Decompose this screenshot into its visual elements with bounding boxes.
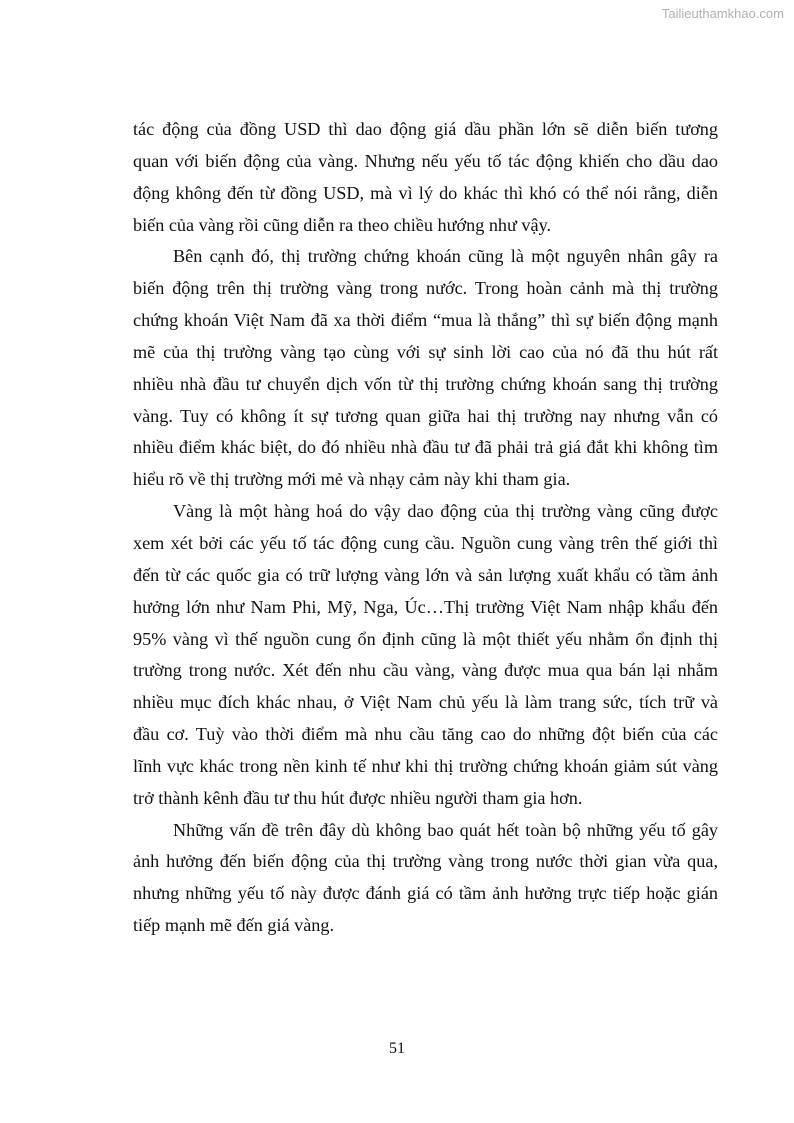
page-number: 51 xyxy=(389,1040,405,1057)
text-line: mẽ của thị trường vàng tạo cùng với sự sinh lời cao của nó đã thu hút rất xyxy=(133,341,718,362)
text-line: biến của vàng rồi cũng diễn ra theo chiều hướng như vậy. xyxy=(133,214,552,235)
text-line: lĩnh vực khác trong nền kinh tế như khi thị trường chứng khoán giảm sút vàng xyxy=(133,755,718,776)
text-line: trường trong nước. Xét đến nhu cầu vàng, vàng được mua qua bán lại nhằm xyxy=(133,660,718,681)
text-line: xem xét bởi các yếu tố tác động cung cầu. Nguồn cung vàng trên thế giới thì xyxy=(133,532,718,553)
text-line: hiểu rõ về thị trường mới mẻ và nhạy cảm này khi tham gia. xyxy=(133,469,571,490)
text-line: Những vấn đề trên đây dù không bao quát hết toàn bộ những yếu tố gây xyxy=(173,819,718,840)
text-line: vàng. Tuy có không ít sự tương quan giữa hai thị trường nay nhưng vẫn có xyxy=(133,405,718,426)
paragraph xyxy=(133,496,718,814)
paragraph xyxy=(133,815,718,942)
text-line: đầu cơ. Tuỳ vào thời điểm mà nhu cầu tăng cao do những đột biến của các xyxy=(133,724,718,745)
text-line: nhiều mục đích khác nhau, ở Việt Nam chủ yếu là làm trang sức, tích trữ và xyxy=(133,692,718,713)
text-line: đến từ các quốc gia có trữ lượng vàng lớn và sản lượng xuất khẩu có tầm ảnh xyxy=(133,564,718,585)
text-line: tiếp mạnh mẽ đến giá vàng. xyxy=(133,915,335,936)
text-line: Vàng là một hàng hoá do vậy dao động của thị trường vàng cũng được xyxy=(173,501,718,522)
text-line: trở thành kênh đầu tư thu hút được nhiều người tham gia hơn. xyxy=(133,787,583,808)
text-line: 95% vàng vì thế nguồn cung ổn định cũng là một thiết yếu nhằm ổn định thị xyxy=(133,628,718,649)
watermark: Tailieuthamkhao.com xyxy=(661,6,784,21)
text-line: nhiều điểm khác biệt, do đó nhiều nhà đầu tư đã phải trả giá đắt khi không tìm xyxy=(133,437,718,458)
text-line: nhưng những yếu tố này được đánh giá có tầm ảnh hưởng trực tiếp hoặc gián xyxy=(133,883,718,904)
text-line: ảnh hưởng đến biến động của thị trường vàng trong nước thời gian vừa qua, xyxy=(133,851,718,872)
text-line: tác động của đồng USD thì dao động giá dầu phần lớn sẽ diễn biến tương xyxy=(133,119,718,139)
body-text xyxy=(133,114,718,942)
text-line: động không đến từ đồng USD, mà vì lý do khác thì khó có thể nói rằng, diễn xyxy=(133,182,718,203)
paragraph xyxy=(133,241,718,496)
text-line: nhiều nhà đầu tư chuyển dịch vốn từ thị trường chứng khoán sang thị trường xyxy=(133,373,718,394)
text-line: Bên cạnh đó, thị trường chứng khoán cũng là một nguyên nhân gây ra xyxy=(173,246,718,267)
text-line: chứng khoán Việt Nam đã xa thời điểm “mua là thắng” thì sự biến động mạnh xyxy=(133,310,718,331)
paragraph xyxy=(133,114,718,241)
text-line: quan với biến động của vàng. Nhưng nếu yếu tố tác động khiến cho dầu dao xyxy=(133,150,718,171)
text-line: biến động trên thị trường vàng trong nước. Trong hoàn cảnh mà thị trường xyxy=(133,278,718,299)
text-line: hưởng lớn như Nam Phi, Mỹ, Nga, Úc…Thị trường Việt Nam nhập khẩu đến xyxy=(133,596,718,617)
